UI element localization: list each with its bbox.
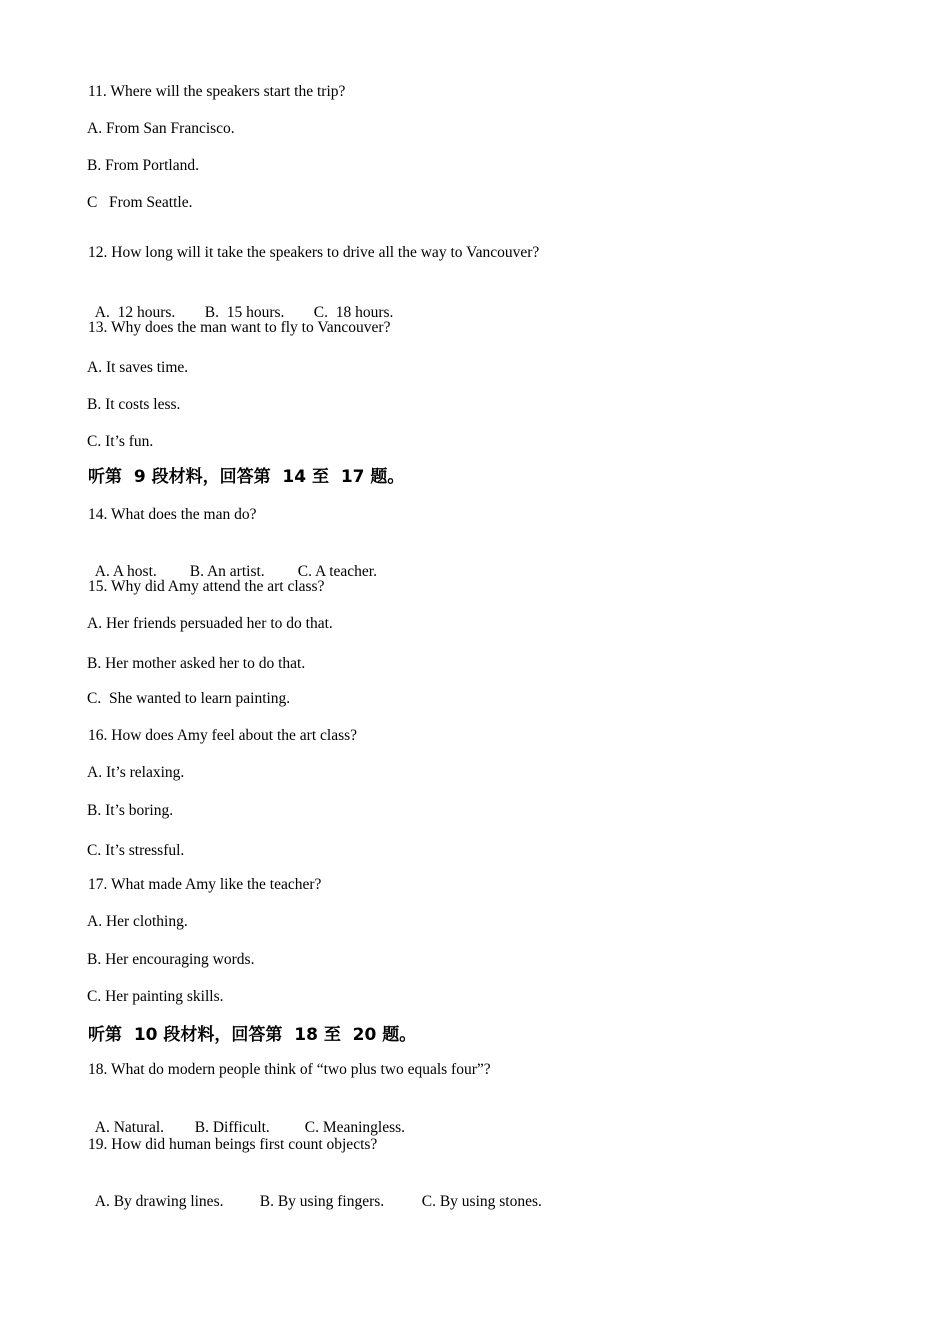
question-19: 19. How did human beings first count objects? — [88, 1136, 378, 1153]
question-15: 15. Why did Amy attend the art class? — [88, 578, 325, 595]
question-11-option-b: B. From Portland. — [87, 157, 199, 174]
question-16: 16. How does Amy feel about the art class? — [88, 727, 358, 744]
question-19-option-b: B. By using fingers. — [259, 1193, 385, 1210]
question-12-options — [87, 283, 393, 323]
question-11-option-a: A. From San Francisco. — [87, 120, 235, 137]
section-heading-9: 听第 9 段材料，回答第 14 至 17 题。 — [88, 467, 405, 487]
question-14: 14. What does the man do? — [88, 506, 257, 523]
section-heading-10: 听第 10 段材料，回答第 18 至 20 题。 — [88, 1025, 417, 1045]
question-17: 17. What made Amy like the teacher? — [88, 876, 322, 893]
question-17-option-a: A. Her clothing. — [87, 913, 188, 930]
question-11-option-c: C From Seattle. — [87, 194, 193, 211]
question-16-option-b: B. It’s boring. — [87, 802, 174, 819]
question-13-option-c: C. It’s fun. — [87, 433, 154, 450]
question-13-option-a: A. It saves time. — [87, 359, 189, 376]
question-12-option-a: A. 12 hours. — [94, 304, 176, 321]
question-13-option-b: B. It costs less. — [87, 396, 181, 413]
question-18-options — [87, 1098, 405, 1138]
question-17-option-c: C. Her painting skills. — [87, 988, 224, 1005]
question-18-option-a: A. Natural. — [94, 1119, 165, 1136]
question-12-option-c: C. 18 hours. — [313, 304, 394, 321]
question-15-option-b: B. Her mother asked her to do that. — [87, 655, 306, 672]
question-14-option-a: A. A host. — [94, 563, 157, 580]
question-16-option-a: A. It’s relaxing. — [87, 764, 185, 781]
question-18-option-b: B. Difficult. — [194, 1119, 270, 1136]
question-12: 12. How long will it take the speakers to drive all the way to Vancouver? — [88, 244, 540, 261]
question-11: 11. Where will the speakers start the trip? — [88, 83, 346, 100]
question-19-options — [87, 1172, 542, 1212]
question-15-option-c: C. She wanted to learn painting. — [87, 690, 291, 707]
question-12-option-b: B. 15 hours. — [204, 304, 285, 321]
question-14-options — [87, 542, 377, 582]
question-19-option-a: A. By drawing lines. — [94, 1193, 224, 1210]
question-13: 13. Why does the man want to fly to Vancouver? — [88, 319, 391, 336]
question-18-option-c: C. Meaningless. — [304, 1119, 406, 1136]
question-19-option-c: C. By using stones. — [421, 1193, 542, 1210]
question-14-option-b: B. An artist. — [189, 563, 265, 580]
question-14-option-c: C. A teacher. — [297, 563, 377, 580]
question-18: 18. What do modern people think of “two plus two equals four”? — [88, 1061, 491, 1078]
question-17-option-b: B. Her encouraging words. — [87, 951, 255, 968]
question-16-option-c: C. It’s stressful. — [87, 842, 185, 859]
question-15-option-a: A. Her friends persuaded her to do that. — [87, 615, 333, 632]
